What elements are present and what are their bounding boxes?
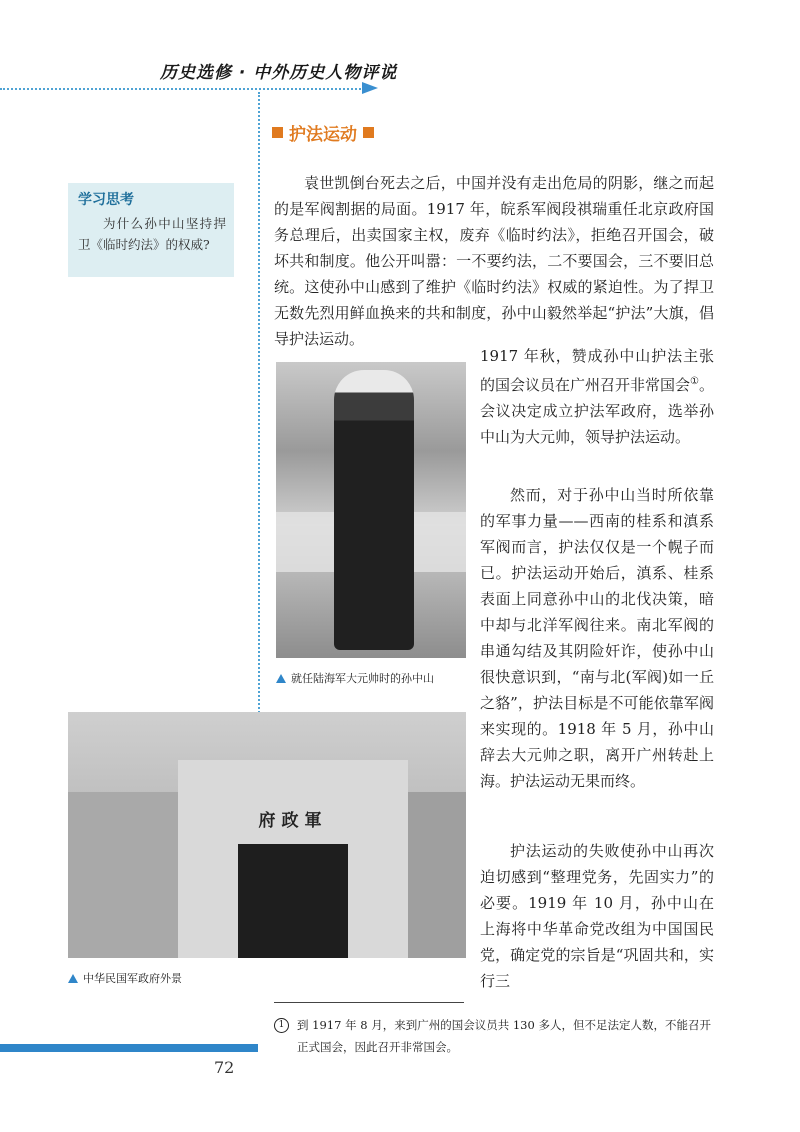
square-bullet-icon (272, 127, 283, 138)
photo-figure (334, 370, 414, 650)
think-box-title: 学习思考 (78, 192, 134, 208)
footnote-text: 到 1917 年 8 月，来到广州的国会议员共 130 多人，但不足法定人数，不能召开正式国会，因此召开非常国会。 (297, 1018, 711, 1054)
bottom-accent-bar (0, 1044, 258, 1052)
paragraph-2-part-b: 。会议决定成立护法军政府，选举孙中山为大元帅，领导护法运动。 (480, 376, 714, 446)
photo-2-caption (68, 970, 182, 986)
square-bullet-icon (363, 127, 374, 138)
photo-1-caption-text: 就任陆海军大元帅时的孙中山 (291, 672, 434, 685)
page-number: 72 (214, 1058, 235, 1077)
photo-building-wing-right (408, 792, 466, 958)
header-divider (0, 88, 368, 90)
section-heading-text: 护法运动 (289, 125, 357, 145)
military-government-photo (68, 712, 466, 958)
sun-yat-sen-photo (276, 362, 466, 658)
paragraph-1: 袁世凯倒台死去之后，中国并没有走出危局的阴影，继之而起的是军阀割据的局面。1917 年，皖系军阀段祺瑞重任北京政府国务总理后，出卖国家主权，废弃《临时约法》，拒绝召开国会，破坏共和制度。他公开叫嚣：一不要约法，二不要国会，三不要旧总统。这使孙中山感到了维护《临时约法》权威的紧迫性。为了捍卫无数先烈用鲜血换来的共和制度，孙中山毅然举起“护法”大旗，倡导护法运动。 (274, 174, 714, 348)
study-think-box (68, 183, 234, 277)
photo-building-wing-left (68, 792, 178, 958)
footnote-rule (274, 1002, 464, 1003)
footnote (274, 1014, 714, 1058)
running-header: 历史选修 · 中外历史人物评说 (160, 63, 398, 83)
section-heading (272, 120, 374, 145)
building-sign: 府政軍 (258, 810, 328, 831)
header-arrow-icon (362, 82, 378, 94)
footnote-circle-number: 1 (274, 1018, 289, 1033)
margin-divider (258, 92, 260, 732)
paragraph-2 (480, 343, 714, 450)
paragraph-3: 然而，对于孙中山当时所依靠的军事力量——西南的桂系和滇系军阀而言，护法仅仅是一个幌子而已。护法运动开始后，滇系、桂系表面上同意孙中山的北伐决策，暗中却与北洋军阀往来。南北军阀的串通勾结及其阴险奸诈，使孙中山很快意识到，“南与北(军阀)如一丘之貉”，护法目标是不可能依靠军阀来实现的。1918 年 5 月，孙中山辞去大元帅之职，离开广州转赴上海。护法运动无果而终。 (480, 486, 714, 790)
triangle-icon (68, 974, 78, 983)
photo-1-caption (276, 670, 434, 686)
photo-gate (238, 844, 348, 958)
paragraph-2-part-a: 1917 年秋，赞成孙中山护法主张的国会议员在广州召开非常国会 (480, 347, 714, 394)
paragraph-4: 护法运动的失败使孙中山再次迫切感到“整理党务，先固实力”的必要。1919 年 10 月，孙中山在上海将中华革命党改组为中国国民党，确定党的宗旨是“巩固共和，实行三 (480, 842, 714, 990)
think-box-question: 为什么孙中山坚持捍卫《临时约法》的权威? (78, 216, 226, 252)
triangle-icon (276, 674, 286, 683)
footnote-reference[interactable]: ① (690, 376, 699, 387)
photo-2-caption-text: 中华民国军政府外景 (83, 972, 182, 985)
